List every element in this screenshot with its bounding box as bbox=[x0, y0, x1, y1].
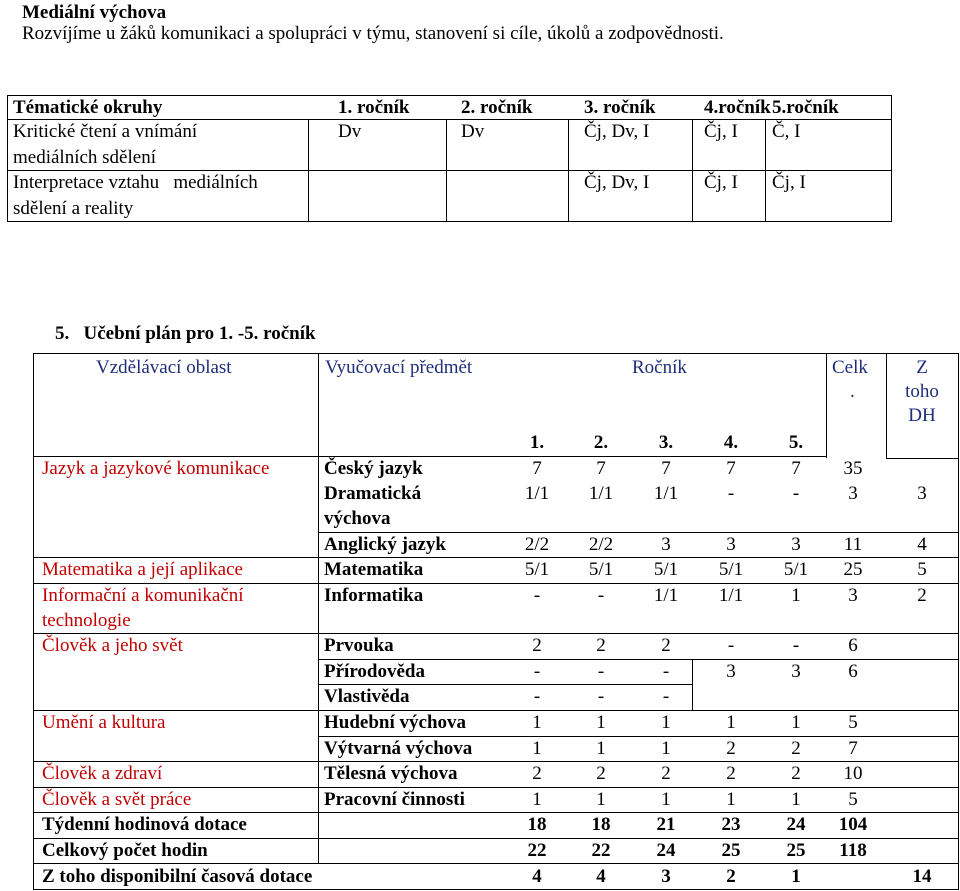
year-value: 2/2 bbox=[588, 534, 614, 555]
year-value: 1 bbox=[532, 738, 542, 759]
summary-value: 1 bbox=[791, 866, 801, 887]
plan-header-dh-3: DH bbox=[908, 405, 936, 426]
year-value: 2 bbox=[661, 763, 671, 784]
year-header: 5. bbox=[788, 432, 804, 453]
subject-label: Pracovní činnosti bbox=[324, 789, 465, 810]
plan-header-year: Ročník bbox=[632, 357, 687, 378]
topics-row-1-name-2: mediálních sdělení bbox=[13, 147, 156, 168]
subject-label: Přírodověda bbox=[324, 661, 425, 682]
total-value: 5 bbox=[848, 712, 858, 733]
plan-header-dh: Z bbox=[916, 357, 928, 378]
year-value: 3 bbox=[726, 661, 736, 682]
year-value: - bbox=[597, 661, 605, 682]
area-label-2: technologie bbox=[42, 610, 131, 631]
summary-value: 24 bbox=[786, 814, 806, 835]
year-value: 1/1 bbox=[718, 585, 744, 606]
year-value: 1 bbox=[596, 789, 606, 810]
area-label: Informační a komunikační bbox=[42, 585, 244, 606]
subject-label: Vlastivěda bbox=[324, 686, 410, 707]
year-value: 5/1 bbox=[524, 559, 550, 580]
summary-value: 22 bbox=[591, 840, 611, 861]
summary-value: 2 bbox=[726, 866, 736, 887]
year-value: 1 bbox=[532, 712, 542, 733]
plan-header-total: Celk bbox=[832, 357, 868, 378]
section-title: Mediální výchova bbox=[22, 2, 167, 23]
total-value: 6 bbox=[848, 635, 858, 656]
year-value: 1 bbox=[596, 738, 606, 759]
year-value: 2 bbox=[532, 635, 542, 656]
summary-value: 25 bbox=[786, 840, 806, 861]
summary-total: 104 bbox=[838, 814, 868, 835]
year-value: - bbox=[597, 585, 605, 606]
year-header: 1. bbox=[529, 432, 545, 453]
section-description: Rozvíjíme u žáků komunikaci a spolupráci v týmu, stanovení si cíle, úkolů a zodpovědnosti. bbox=[22, 23, 724, 44]
topics-header-year-1: 1. ročník bbox=[338, 97, 410, 118]
table-cell: Čj, Dv, I bbox=[584, 172, 650, 193]
year-value: 2 bbox=[726, 763, 736, 784]
subject-label: Výtvarná výchova bbox=[324, 738, 473, 759]
plan-heading: 5. Učební plán pro 1. -5. ročník bbox=[55, 323, 316, 344]
year-value: 1/1 bbox=[588, 483, 614, 504]
total-value: 10 bbox=[843, 763, 863, 784]
year-value: 2 bbox=[726, 738, 736, 759]
year-value: 3 bbox=[726, 534, 736, 555]
summary-value: 3 bbox=[661, 866, 671, 887]
topics-row-2-name: Interpretace vztahu mediálních bbox=[13, 172, 258, 193]
year-value: 1 bbox=[726, 712, 736, 733]
year-value: 7 bbox=[532, 458, 542, 479]
year-value: 2 bbox=[661, 635, 671, 656]
summary-value: 22 bbox=[527, 840, 547, 861]
year-value: - bbox=[597, 686, 605, 707]
topics-header-topic: Tématické okruhy bbox=[13, 97, 163, 118]
year-value: 1 bbox=[791, 712, 801, 733]
plan-header-area: Vzdělávací oblast bbox=[96, 357, 232, 378]
summary-total: 118 bbox=[839, 840, 867, 861]
year-value: 3 bbox=[661, 534, 671, 555]
table-cell: Čj, I bbox=[704, 172, 738, 193]
topics-row-2-name-2: sdělení a reality bbox=[13, 198, 134, 219]
area-label: Člověk a jeho svět bbox=[42, 635, 183, 656]
year-value: - bbox=[792, 483, 800, 504]
summary-label: Z toho disponibilní časová dotace bbox=[42, 866, 313, 887]
area-label: Člověk a zdraví bbox=[42, 763, 163, 784]
summary-value: 21 bbox=[656, 814, 676, 835]
summary-value: 25 bbox=[721, 840, 741, 861]
subject-label-2: výchova bbox=[324, 508, 391, 529]
year-value: 1 bbox=[661, 738, 671, 759]
year-value: - bbox=[662, 661, 670, 682]
summary-value: 23 bbox=[721, 814, 741, 835]
year-value: 5/1 bbox=[718, 559, 744, 580]
year-value: 2 bbox=[791, 738, 801, 759]
table-cell: Čj, Dv, I bbox=[584, 121, 650, 142]
year-value: 1/1 bbox=[653, 483, 679, 504]
total-value: 3 bbox=[848, 483, 858, 504]
year-value: - bbox=[727, 635, 735, 656]
year-value: 2 bbox=[791, 763, 801, 784]
topics-header-year-4: 4.ročník bbox=[704, 97, 771, 118]
dh-value: 2 bbox=[917, 585, 927, 606]
dh-value: 4 bbox=[917, 534, 927, 555]
topics-header-year-2: 2. ročník bbox=[461, 97, 533, 118]
year-header: 3. bbox=[658, 432, 674, 453]
year-value: 2 bbox=[596, 763, 606, 784]
subject-label: Tělesná výchova bbox=[324, 763, 458, 784]
plan-header-subject: Vyučovací předmět bbox=[325, 357, 473, 378]
dh-value: 5 bbox=[917, 559, 927, 580]
total-value: 25 bbox=[843, 559, 863, 580]
year-header: 4. bbox=[723, 432, 739, 453]
subject-label: Prvouka bbox=[324, 635, 394, 656]
area-label: Matematika a její aplikace bbox=[42, 559, 243, 580]
summary-label: Týdenní hodinová dotace bbox=[42, 814, 247, 835]
year-value: 5/1 bbox=[588, 559, 614, 580]
year-value: 2/2 bbox=[524, 534, 550, 555]
year-value: 1 bbox=[661, 712, 671, 733]
summary-value: 4 bbox=[596, 866, 606, 887]
summary-value: 24 bbox=[656, 840, 676, 861]
year-header: 2. bbox=[593, 432, 609, 453]
year-value: 7 bbox=[596, 458, 606, 479]
total-value: 6 bbox=[848, 661, 858, 682]
year-value: 1/1 bbox=[653, 585, 679, 606]
year-value: 2 bbox=[532, 763, 542, 784]
topics-row-1-name: Kritické čtení a vnímání bbox=[13, 121, 198, 142]
year-value: 1/1 bbox=[524, 483, 550, 504]
year-value: 7 bbox=[661, 458, 671, 479]
total-value: 35 bbox=[843, 458, 863, 479]
plan-header-dh-2: toho bbox=[905, 381, 939, 402]
summary-value: 18 bbox=[591, 814, 611, 835]
year-value: - bbox=[533, 661, 541, 682]
total-value: 3 bbox=[848, 585, 858, 606]
subject-label: Informatika bbox=[324, 585, 424, 606]
year-value: 7 bbox=[791, 458, 801, 479]
subject-label: Hudební výchova bbox=[324, 712, 467, 733]
topics-header-year-5: 5.ročník bbox=[772, 97, 839, 118]
dh-value: 3 bbox=[917, 483, 927, 504]
total-value: 11 bbox=[843, 534, 863, 555]
year-value: - bbox=[727, 483, 735, 504]
year-value: - bbox=[662, 686, 670, 707]
year-value: 1 bbox=[791, 585, 801, 606]
total-value: 5 bbox=[848, 789, 858, 810]
year-value: 5/1 bbox=[653, 559, 679, 580]
table-cell: Dv bbox=[461, 121, 485, 142]
summary-value: 18 bbox=[527, 814, 547, 835]
plan-header-total-2: . bbox=[850, 381, 855, 402]
subject-label: Anglický jazyk bbox=[324, 534, 446, 555]
area-label: Člověk a svět práce bbox=[42, 789, 192, 810]
table-cell: Č, I bbox=[772, 121, 801, 142]
year-value: 3 bbox=[791, 534, 801, 555]
summary-label: Celkový počet hodin bbox=[42, 840, 208, 861]
table-cell: Dv bbox=[338, 121, 362, 142]
year-value: 1 bbox=[532, 789, 542, 810]
total-value: 7 bbox=[848, 738, 858, 759]
year-value: 1 bbox=[596, 712, 606, 733]
table-cell: Čj, I bbox=[704, 121, 738, 142]
subject-label: Dramatická bbox=[324, 483, 422, 504]
year-value: 1 bbox=[661, 789, 671, 810]
year-value: 3 bbox=[791, 661, 801, 682]
summary-dh: 14 bbox=[912, 866, 932, 887]
subject-label: Český jazyk bbox=[324, 458, 423, 479]
summary-value: 4 bbox=[532, 866, 542, 887]
area-label: Umění a kultura bbox=[42, 712, 166, 733]
year-value: 2 bbox=[596, 635, 606, 656]
year-value: 5/1 bbox=[783, 559, 809, 580]
area-label: Jazyk a jazykové komunikace bbox=[42, 458, 270, 479]
topics-header-year-3: 3. ročník bbox=[584, 97, 656, 118]
year-value: 7 bbox=[726, 458, 736, 479]
year-value: 1 bbox=[791, 789, 801, 810]
year-value: - bbox=[792, 635, 800, 656]
subject-label: Matematika bbox=[324, 559, 424, 580]
year-value: - bbox=[533, 686, 541, 707]
table-cell: Čj, I bbox=[772, 172, 806, 193]
year-value: - bbox=[533, 585, 541, 606]
year-value: 1 bbox=[726, 789, 736, 810]
